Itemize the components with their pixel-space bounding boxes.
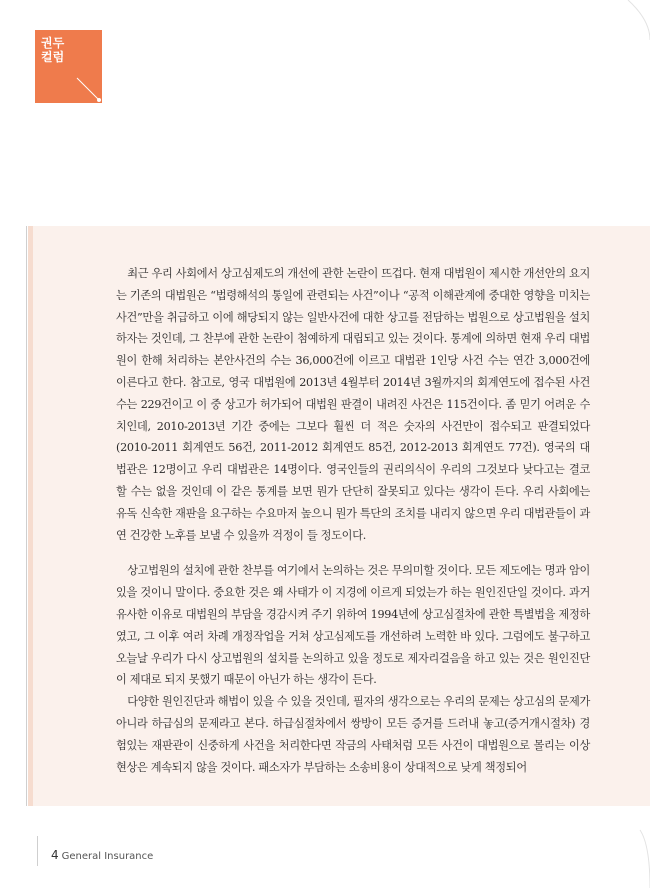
publication-name: General Insurance [61,851,154,862]
paragraph-1: 최근 우리 사회에서 상고심제도의 개선에 관한 논란이 뜨겁다. 현재 대법원이 제시한 개선안의 요지는 기존의 대법원은 “법령해석의 통일에 관련되는 사건”이나 “공적 이해관계에 중대한 영향을 미치는 사건”만을 취급하고 이에 해당되지 않는 일반사건에 대한 상고를 전담하는 법원으로 상고법원을 설치하자는 것인데, 그 찬부에 관한 논란이 첨예하게 대립되고 있는 것이다. 통계에 의하면 현재 우리 대법원이 한해 처리하는 본안사건의 수는 36,000건에 이르고 대법관 1인당 사건 수는 연간 3,000건에 이른다고 한다. 참고로, 영국 대법원에 2013년 4월부터 2014년 3월까지의 회계연도에 접수된 사건 수는 229건이고 이 중 상고가 허가되어 대법원 판결이 내려진 사건은 115건이다. 좀 믿기 어려운 수치인데, 2010-2013년 기간 중에는 그보다 훨씬 더 적은 숫자의 사건만이 접수되고 판결되었다(2010-2011 회계연도 56건, 2011-2012 회계연도 85건, 2012-2013 회계연도 77건). 영국의 대법관은 12명이고 우리 대법관은 14명이다. 영국인들의 권리의식이 우리의 그것보다 낮다고는 결코 할 수는 없을 것인데 이 같은 통계를 보면 뭔가 단단히 잘못되고 있다는 생각이 든다. 우리 사회에는 유독 신속한 재판을 요구하는 수요마저 높으니 뭔가 특단의 조치를 내리지 않으면 우리 대법관들이 과연 건강한 노후를 보낼 수 있을까 걱정이 들 정도이다. [116,267,590,542]
badge-diagonal-line-icon [35,30,102,103]
page-number: 4 [51,848,59,862]
column-badge [35,30,102,103]
paragraph-2: 상고법원의 설치에 관한 찬부를 여기에서 논의하는 것은 무의미할 것이다. 모든 제도에는 명과 암이 있을 것이니 말이다. 중요한 것은 왜 사태가 이 지경에 이르게 되었는가 하는 원인진단일 것이다. 과거 유사한 이유로 대법원의 부담을 경감시켜 주기 위하여 1994년에 상고심절차에 관한 특별법을 제정하였고, 그 이후 여러 차례 개정작업을 거쳐 상고심제도를 개선하려 노력한 바 있다. 그럼에도 불구하고 오늘날 우리가 다시 상고법원의 설치를 논의하고 있을 정도로 제자리걸음을 하고 있는 것은 원인진단이 제대로 되지 못했기 때문이 아닌가 하는 생각이 든다. [116,564,590,687]
column-badge-line2: 컬럼 [41,50,65,64]
panel-stripe [28,226,33,806]
paragraph-3: 다양한 원인진단과 해법이 있을 수 있을 것인데, 필자의 생각으로는 우리의 문제는 상고심의 문제가 아니라 하급심의 문제라고 본다. 하급심절차에서 쌍방이 모든 증거를 드러내 놓고(증거개시절차) 경험있는 재판관이 신중하게 사건을 처리한다면 작금의 사태처럼 모든 사건이 대법원으로 몰리는 이상현상은 계속되지 않을 것이다. 패소자가 부담하는 소송비용이 상대적으로 낮게 책정되어 [116,695,590,774]
footer-rule [37,836,38,866]
article-body [116,263,590,778]
left-rule [26,226,27,806]
column-badge-line1: 권두 [41,36,65,50]
page-footer [51,848,153,862]
